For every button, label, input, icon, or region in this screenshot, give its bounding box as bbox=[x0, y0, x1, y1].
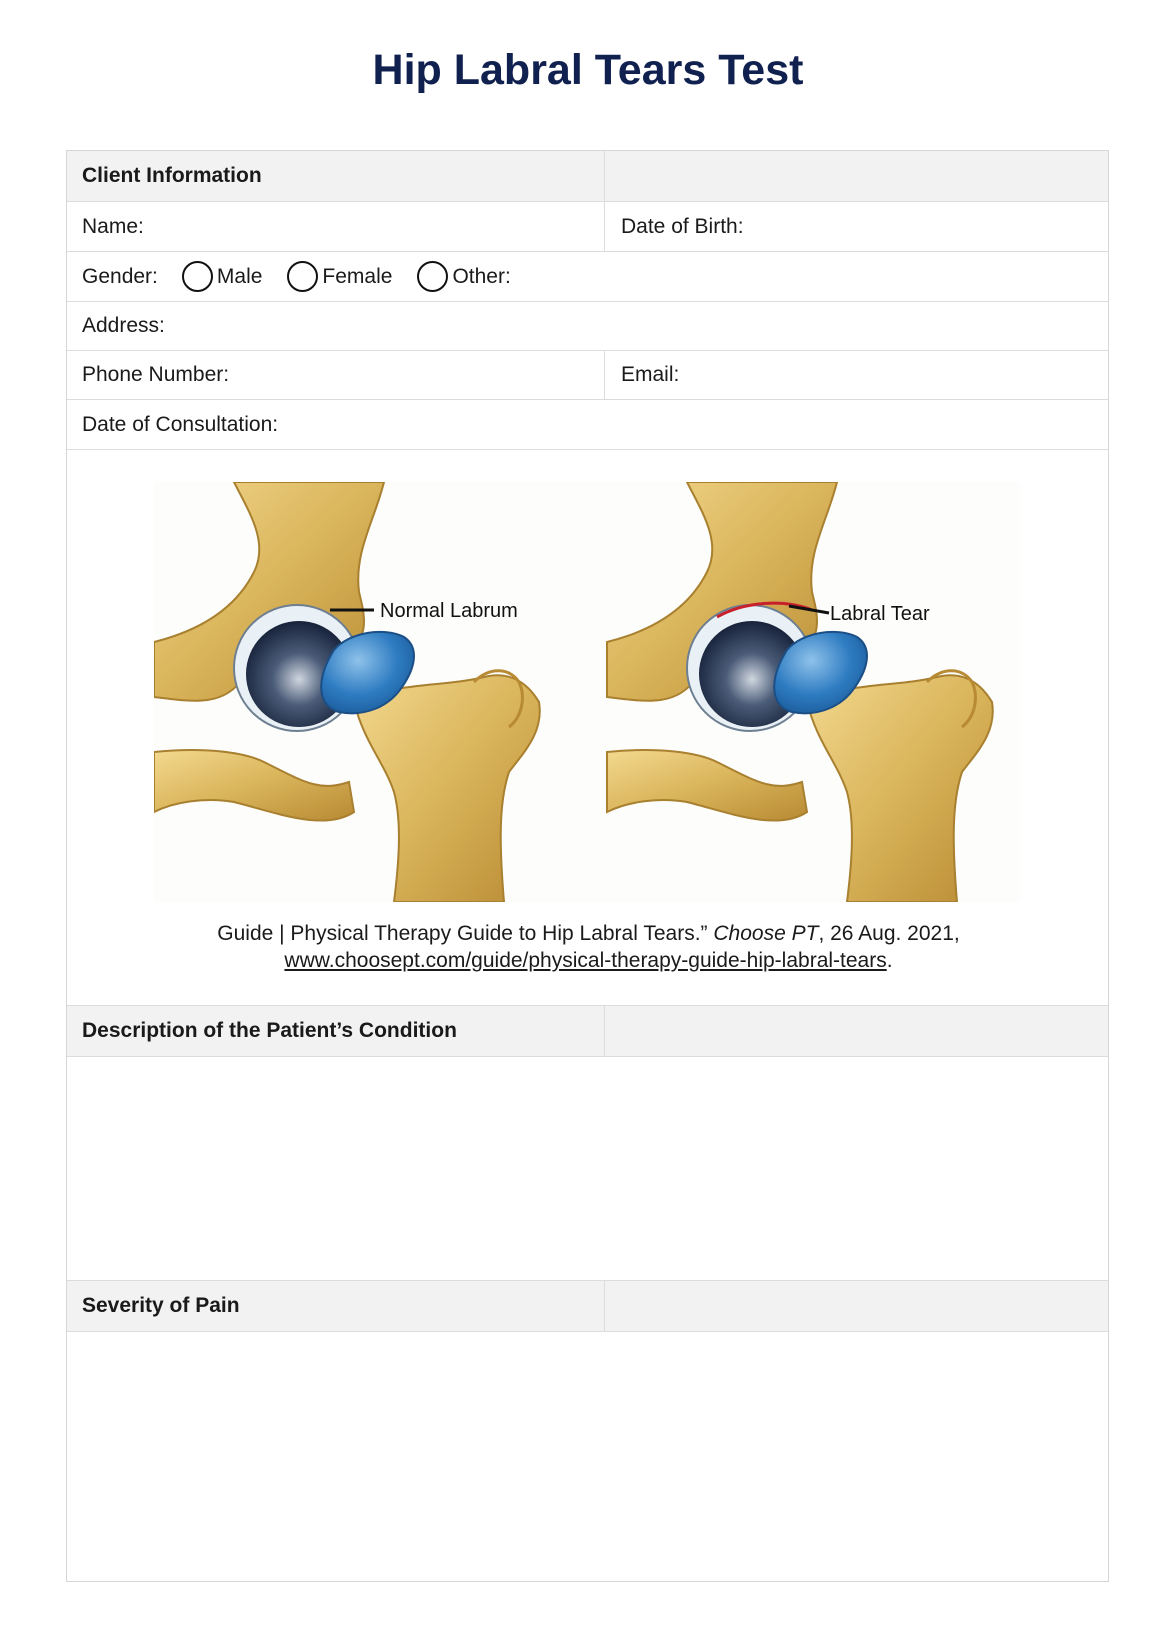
description-header-blank bbox=[605, 1006, 1108, 1056]
gender-row bbox=[67, 252, 1108, 302]
name-row bbox=[67, 202, 1108, 252]
caption-text: Guide | Physical Therapy Guide to Hip Labral Tears.” bbox=[217, 922, 714, 945]
pain-textarea[interactable] bbox=[67, 1332, 1108, 1582]
gender-option-label: Female bbox=[322, 264, 393, 288]
caption-italic: Choose PT bbox=[713, 922, 819, 945]
description-textarea[interactable] bbox=[67, 1057, 1108, 1281]
pain-header-blank bbox=[605, 1281, 1108, 1331]
gender-option-male[interactable] bbox=[182, 261, 263, 292]
pain-header: Severity of Pain bbox=[67, 1281, 605, 1331]
gender-option-other[interactable] bbox=[417, 261, 510, 292]
client-form bbox=[66, 150, 1109, 1582]
gender-label: Gender: bbox=[82, 264, 158, 288]
consultation-row bbox=[67, 400, 1108, 450]
hip-illustration-area bbox=[67, 450, 1108, 1006]
client-info-header-blank bbox=[605, 151, 1108, 201]
radio-circle-icon[interactable] bbox=[182, 261, 213, 292]
address-row bbox=[67, 302, 1108, 351]
email-field[interactable]: Email: bbox=[621, 363, 680, 386]
description-header: Description of the Patient’s Condition bbox=[67, 1006, 605, 1056]
radio-circle-icon[interactable] bbox=[287, 261, 318, 292]
caption-link[interactable]: www.choosept.com/guide/physical-therapy-guide-hip-labral-tears bbox=[284, 949, 887, 972]
gender-option-female[interactable] bbox=[287, 261, 392, 292]
gender-option-label: Other: bbox=[452, 264, 511, 288]
consultation-date-field[interactable]: Date of Consultation: bbox=[82, 412, 279, 436]
hip-joint-illustration bbox=[154, 482, 1020, 902]
gender-field bbox=[67, 252, 1108, 301]
figure-caption bbox=[67, 920, 1110, 974]
phone-field[interactable]: Phone Number: bbox=[67, 351, 605, 399]
address-field[interactable]: Address: bbox=[82, 314, 165, 337]
dob-field[interactable]: Date of Birth: bbox=[621, 214, 744, 238]
gender-option-label: Male bbox=[216, 264, 263, 288]
radio-circle-icon[interactable] bbox=[417, 261, 448, 292]
client-info-header: Client Information bbox=[67, 151, 605, 201]
client-info-header-row bbox=[67, 151, 1108, 202]
normal-labrum-label: Normal Labrum bbox=[380, 600, 518, 622]
description-header-row bbox=[67, 1006, 1108, 1057]
gender-radio-group bbox=[182, 261, 536, 292]
caption-end: . bbox=[886, 949, 893, 972]
labral-tear-label: Labral Tear bbox=[830, 603, 930, 625]
page-title: Hip Labral Tears Test bbox=[372, 46, 804, 94]
name-field[interactable]: Name: bbox=[67, 202, 605, 251]
contact-row bbox=[67, 351, 1108, 400]
pain-header-row bbox=[67, 1281, 1108, 1332]
caption-date: , 26 Aug. 2021, bbox=[818, 922, 960, 945]
